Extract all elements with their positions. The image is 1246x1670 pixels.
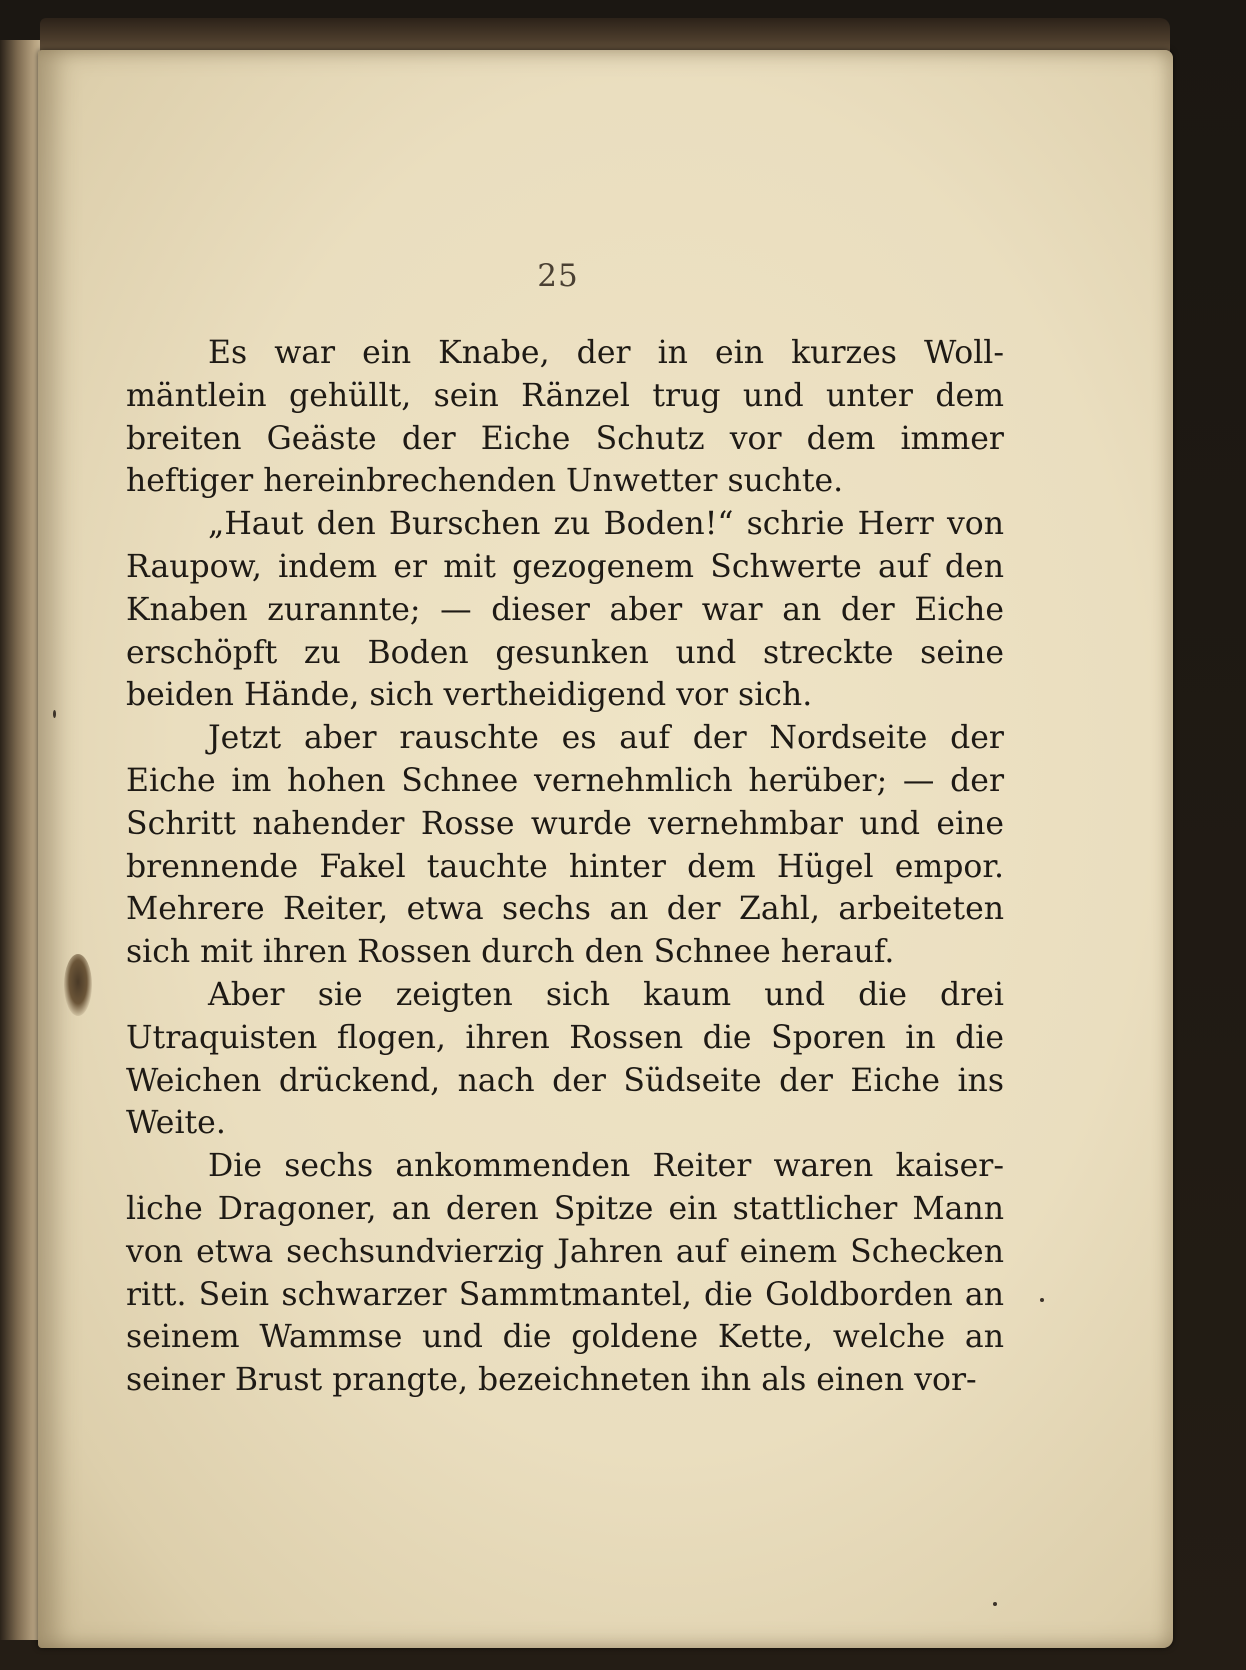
book-page: [38, 50, 1173, 1648]
paper-speck: [53, 710, 56, 718]
paragraph-2: „Haut den Burschen zu Boden!“ schrie Herr von Raupow, indem er mit gezogenem Schwerte auf den Knaben zurannte; — dieser aber war an der Eiche erschöpft zu Boden gesunken und streckte seine beiden Hände, sich vertheidigend vor sich.: [126, 506, 1004, 714]
page-number: 25: [537, 258, 579, 294]
paragraph-1: Es war ein Knabe, der in ein kurzes Woll-mäntlein gehüllt, sein Ränzel trug und unter dem breiten Geäste der Eiche Schutz vor dem immer heftiger hereinbrechenden Unwetter suchte.: [126, 335, 1004, 500]
paper-stain: [64, 954, 92, 1016]
paper-speck: [1040, 1298, 1044, 1302]
paper-speck: [993, 1602, 997, 1606]
paragraph-4: Aber sie zeigten sich kaum und die drei Utraquisten flogen, ihren Rossen die Sporen in die Weichen drückend, nach der Südseite der Eiche ins Weite.: [126, 976, 1004, 1142]
page-body-text: [126, 332, 1004, 1402]
paragraph-3: Jetzt aber rauschte es auf der Nordseite der Eiche im hohen Schnee vernehmlich herüber; — der Schritt nahender Rosse wurde vernehmbar und eine brennende Fakel tauchte hinter dem Hügel empor. Mehrere Reiter, etwa sechs an der Zahl, arbeiteten sich mit ihren Rossen durch den Schnee herauf.: [126, 720, 1004, 971]
paragraph-5: Die sechs ankommenden Reiter waren kaiser-liche Dragoner, an deren Spitze ein stattlicher Mann von etwa sechsundvierzig Jahren auf einem Schecken ritt. Sein schwarzer Sammtmantel, die Goldborden an seinem Wammse und die goldene Kette, welche an seiner Brust prangte, bezeichneten ihn als einen vor-: [126, 1148, 1004, 1399]
